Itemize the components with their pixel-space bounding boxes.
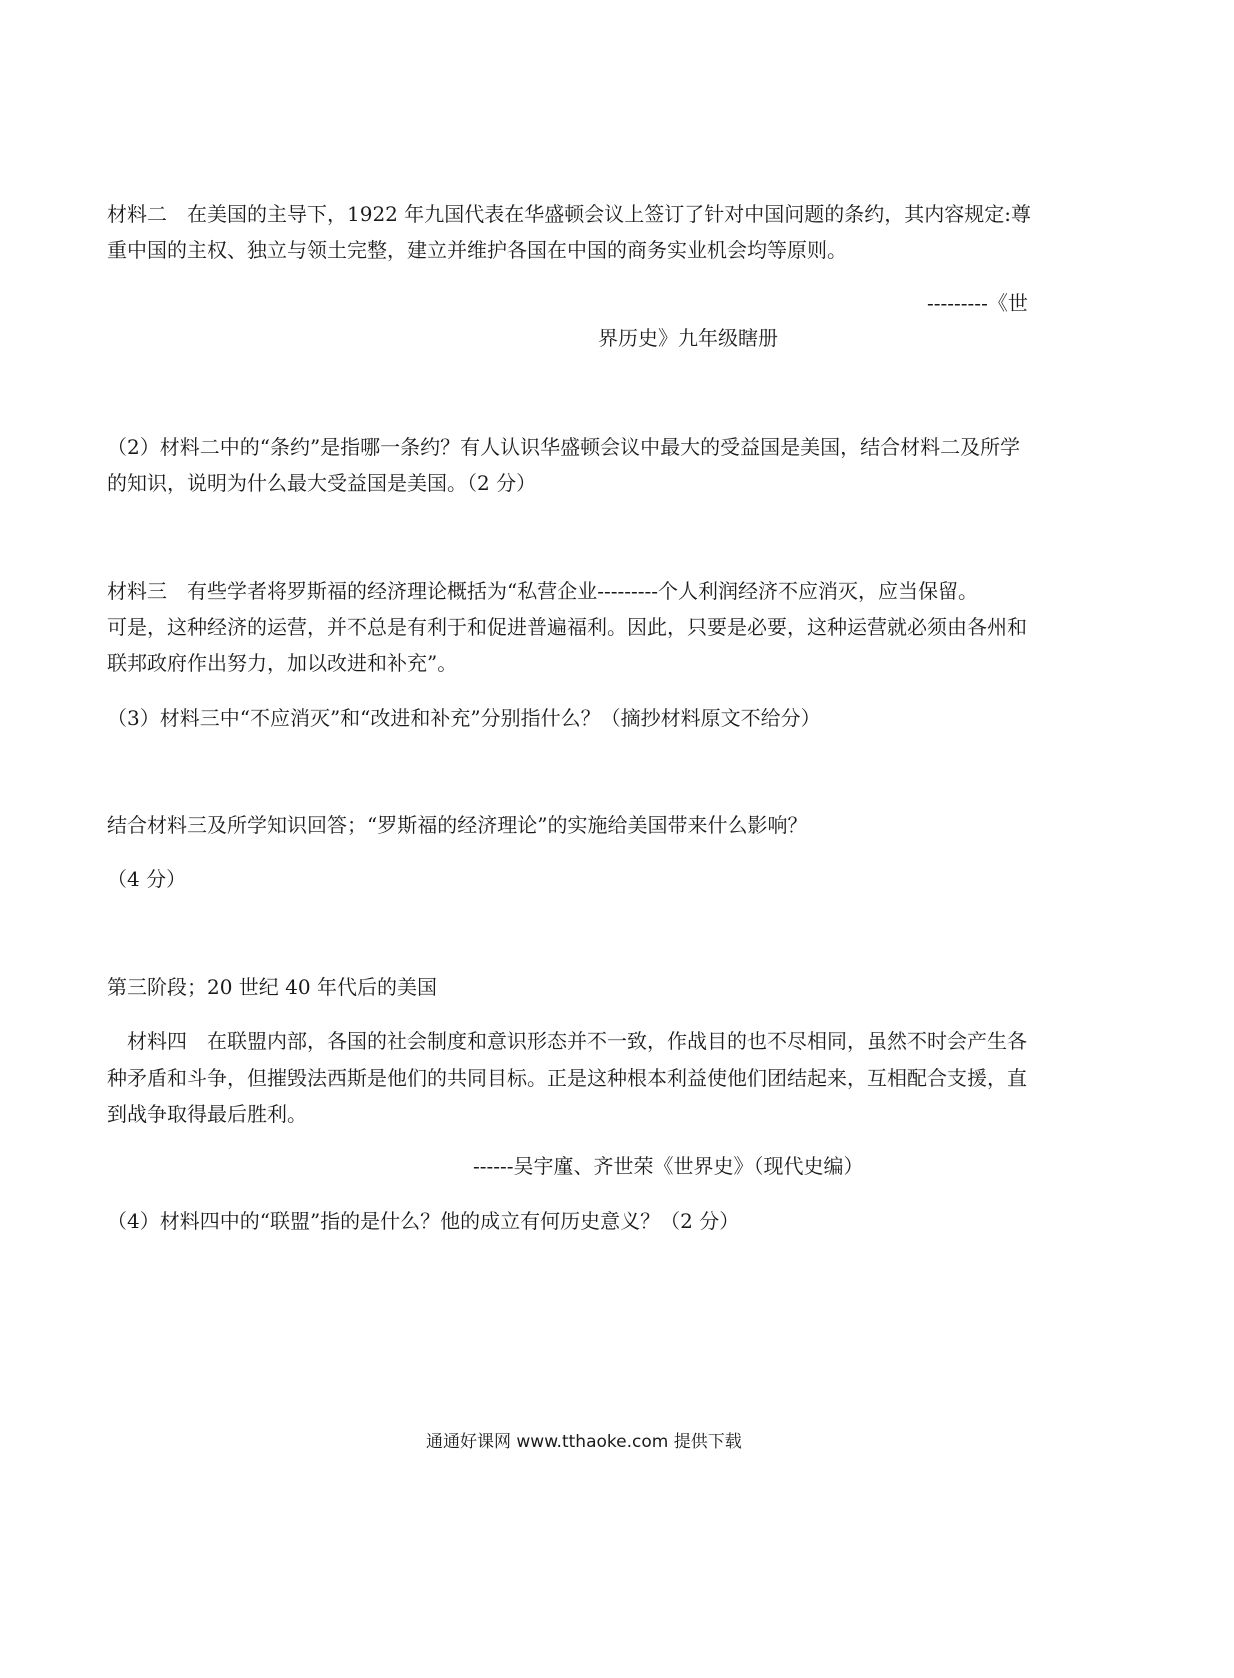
question2-line1: （2）材料二中的“条约”是指哪一条约？有人认识华盛顿会议中最大的受益国是美国，结合材料二及所学 bbox=[107, 435, 1021, 459]
material4-source: ------吴宇廑、齐世荣《世界史》（现代史编） bbox=[473, 1154, 864, 1178]
stage3-title: 第三阶段；20 世纪 40 年代后的美国 bbox=[107, 975, 437, 999]
material3-line1: 材料三 有些学者将罗斯福的经济理论概括为“私营企业---------个人利润经济不应消灭，应当保留。 bbox=[107, 579, 979, 603]
material2-line1: 材料二 在美国的主导下，1922 年九国代表在华盛顿会议上签订了针对中国问题的条约，其内容规定:尊 bbox=[107, 202, 1031, 226]
material3-line2: 可是，这种经济的运营，并不总是有利于和促进普遍福利。因此，只要是必要，这种运营就必须由各州和 bbox=[107, 615, 1027, 639]
footer-text: 通通好课网 www.tthaoke.com 提供下载 bbox=[426, 1432, 742, 1452]
question4-line1: （4）材料四中的“联盟”指的是什么？他的成立有何历史意义？（2 分） bbox=[107, 1209, 740, 1233]
question2-line2: 的知识，说明为什么最大受益国是美国。（2 分） bbox=[107, 471, 537, 495]
material2-source-line2: 界历史》九年级瞎册 bbox=[598, 326, 778, 350]
question3-line3: （4 分） bbox=[107, 867, 187, 891]
material4-line1: 材料四 在联盟内部，各国的社会制度和意识形态并不一致，作战目的也不尽相同，虽然不时会产生各 bbox=[107, 1029, 1027, 1053]
material4-line3: 到战争取得最后胜利。 bbox=[107, 1102, 307, 1126]
material2-line2: 重中国的主权、独立与领土完整，建立并维护各国在中国的商务实业机会均等原则。 bbox=[107, 238, 847, 262]
material4-line2: 种矛盾和斗争，但摧毁法西斯是他们的共同目标。正是这种根本利益使他们团结起来，互相配合支援，直 bbox=[107, 1066, 1027, 1090]
material3-line3: 联邦政府作出努力，加以改进和补充”。 bbox=[107, 651, 458, 675]
question3-line1: （3）材料三中“不应消灭”和“改进和补充”分别指什么？（摘抄材料原文不给分） bbox=[107, 706, 821, 730]
material2-source-line1: ---------《世 bbox=[927, 291, 1028, 315]
question3-line2: 结合材料三及所学知识回答；“罗斯福的经济理论”的实施给美国带来什么影响？ bbox=[107, 813, 808, 837]
